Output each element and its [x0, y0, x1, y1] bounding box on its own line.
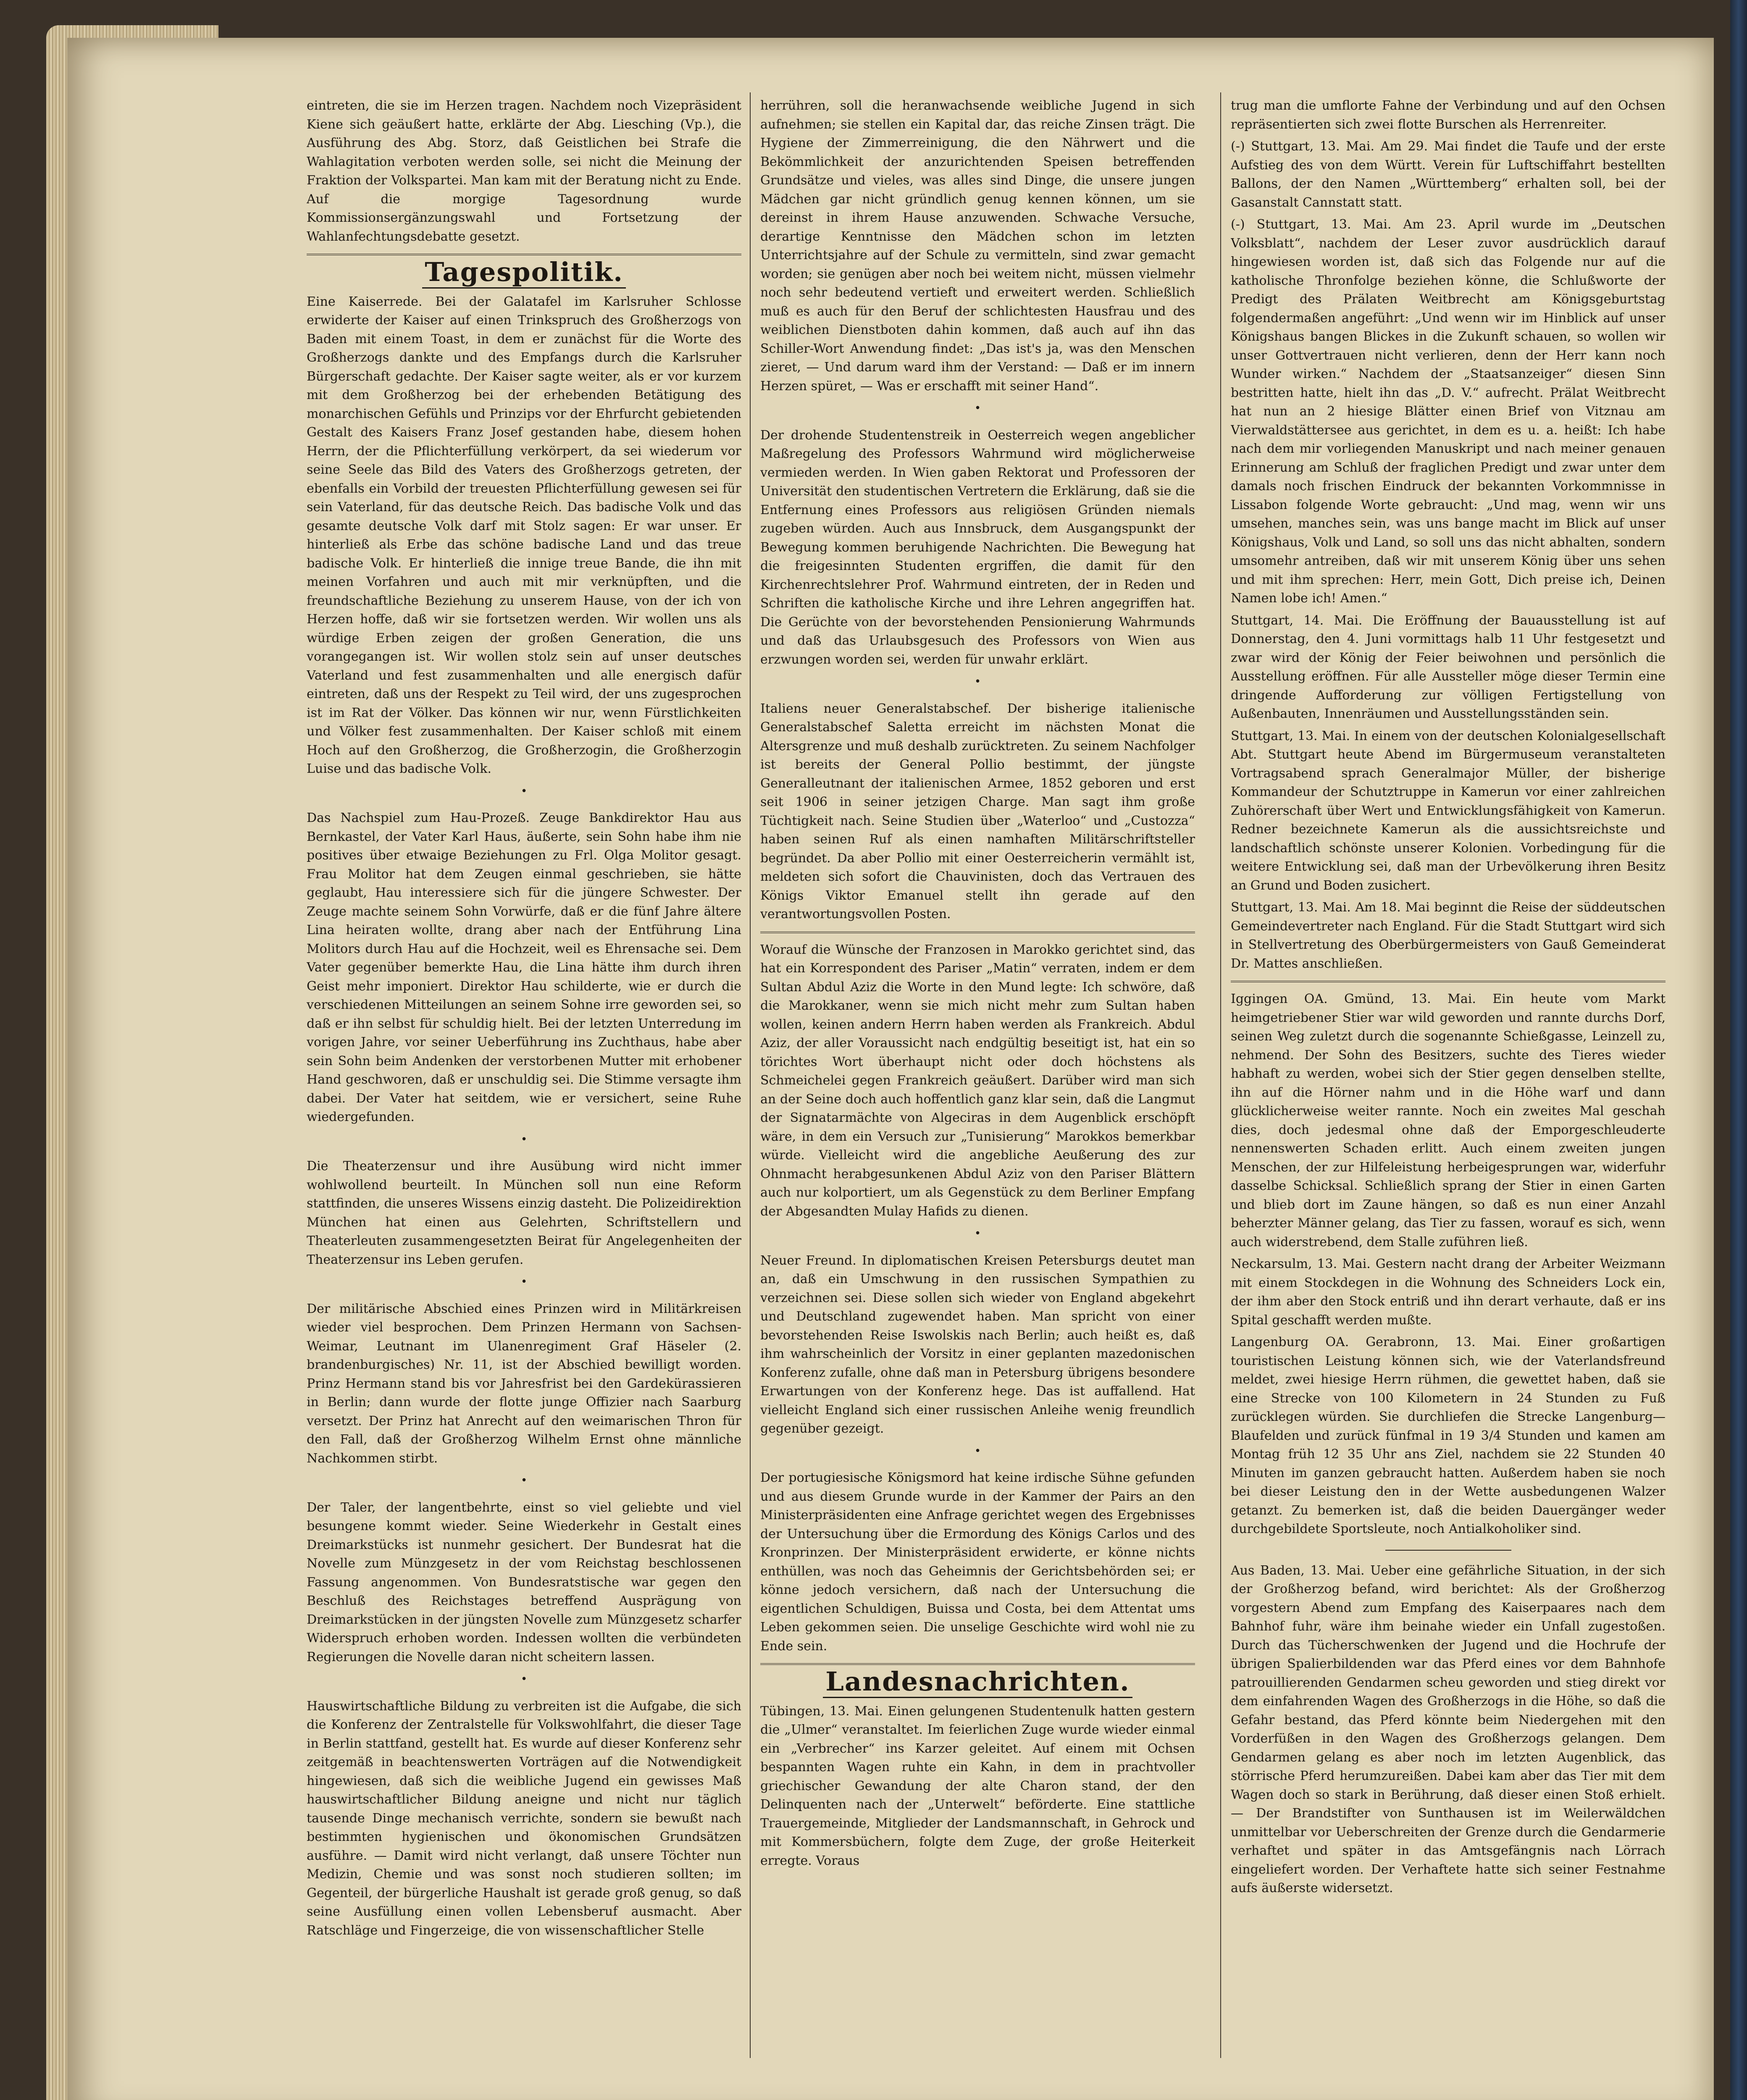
section-rule: [760, 1663, 1195, 1665]
article: Stuttgart, 14. Mai. Die Eröffnung der Bauausstellung ist auf Donnerstag, den 4. Juni vormittags halb 11 Uhr festgesetzt und zwar wird der König der Feier beiwohnen und persönlich die Ausstellung eröffnen. Für alle Aussteller möge dieser Termin eine dringende Aufforderung zur völligen Fertigstellung von Außenbauten, Innenräumen und Ausstellungsständen sein.: [1231, 613, 1666, 721]
article: Neckarsulm, 13. Mai. Gestern nacht drang der Arbeiter Weizmann mit einem Stockdegen in die Wohnung des Schneiders Lock ein, der ihm aber den Stock entriß und ihn derart verhaute, daß er ins Spital geschafft werden mußte.: [1231, 1257, 1666, 1328]
article: Worauf die Wünsche der Franzosen in Marokko gerichtet sind, das hat ein Korrespondent des Pariser „Matin“ verraten, indem er dem Sultan Abdul Aziz die Worte in den Mund legte: Ich schwöre, daß die Marokkaner, wenn sie mich nicht mehr zum Sultan haben wollen, keinen andern Herrn haben werden als Frankreich. Abdul Aziz, der aller Voraussicht nach endgültig beseitigt ist, hat ein so törichtes Wort überhaupt nicht oder doch höchstens als Schmeichelei gegen Frankreich geäußert. Darüber wird man sich an der Seine doch auch hoffentlich ganz klar sein, daß die Langmut der Signatarmächte von Algeciras in dem Augenblick erschöpft wäre, in dem ein Versuch zur „Tunisierung“ Marokkos bemerkbar würde. Vielleicht wird die angebliche Aeußerung des zur Ohnmacht herabgesunkenen Abdul Aziz von den Pariser Blättern auch nur kolportiert, um als Gegenstück zu dem Berliner Empfang der Abgesandten Mulay Hafids zu dienen.: [760, 942, 1195, 1219]
article: Stuttgart, 13. Mai. In einem von der deutschen Kolonialgesellschaft Abt. Stuttgart heute Abend im Bürgermuseum veranstalteten Vortragsabend sprach Generalmajor Müller, der bisherige Kommandeur der Schutztruppe in Kamerun vor einer zahlreichen Zuhörerschaft über Wert und Entwicklungsfähigkeit von Kamerun. Redner bezeichnete Kamerun als die aussichtsreichste und landschaftlich schönste unserer Kolonien. Vorbedingung für die weitere Entwicklung sei, daß man der Urbevölkerung ihren Besitz an Grund und Boden zusichert.: [1231, 728, 1666, 893]
article: Eine Kaiserrede. Bei der Galatafel im Karlsruher Schlosse erwiderte der Kaiser auf einen Trinkspruch des Großherzogs von Baden mit einem Toast, in dem er zunächst für die Worte des Großherzogs dankte und des Empfangs durch die Karlsruher Bürgerschaft gedachte. Der Kaiser sagte weiter, als er vor kurzem mit dem Großherzog bei der erhebenden Betätigung des monarchischen Gefühls und Prinzips vor der Ehrfurcht gebietenden Gestalt des Kaisers Franz Josef gestanden habe, diesem hohen Herrn, der die Pflichterfüllung verkörpert, da sei wiederum vor seine Seele das Bild des Vaters des Großherzogs getreten, der ebenfalls ein Vorbild der treuesten Pflichterfüllung gewesen sei für sein Vaterland, für das deutsche Reich. Das badische Volk und das gesamte deutsche Volk darf mit Stolz sagen: Er war unser. Er hinterließ als Erbe das schöne badische Land und das treue badische Volk. Er hinterließ die innige treue Bande, die ihn mit meinen Vorfahren und auch mit mir verknüpften, und die freundschaftliche Beziehung zu unserem Hause, von der ich von Herzen hoffe, daß wir sie fortsetzen werden. Wir wollen uns als würdige Erben zeigen der großen Generation, die uns vorangegangen ist. Wir wollen stolz sein auf unser deutsches Vaterland und fest zusammenhalten und alle energisch dafür eintreten, daß uns der Respekt zu Teil wird, der uns zugesprochen ist im Rat der Völker. Das können wir nur, wenn Fürstlichkeiten und Völker fest zusammenhalten. Der Kaiser schloß mit einem Hoch auf den Großherzog, die Großherzogin, die Großherzogin Luise und das badische Volk.: [307, 294, 741, 776]
separator-dot: •: [974, 402, 981, 415]
separator-dot: •: [520, 785, 528, 798]
section-rule: [307, 254, 741, 255]
column-rule: [1220, 92, 1221, 2058]
article: Tübingen, 13. Mai. Einen gelungenen Studentenulk hatten gestern die „Ulmer“ veranstaltet. Im feierlichen Zuge wurde wieder einmal ein „Verbrecher“ ins Karzer geleitet. Auf einem mit Ochsen bespannten Wagen ruhte ein Kahn, in dem in prachtvoller griechischer Gewandung der alte Charon stand, der den Delinquenten nach der „Unterwelt“ beförderte. Eine stattliche Trauergemeinde, Mitglieder der Landsmannschaft, in Gehrock und mit Kommersbüchern, folgte dem Zuge, der große Heiterkeit erregte. Voraus: [760, 1704, 1195, 1868]
article: Iggingen OA. Gmünd, 13. Mai. Ein heute vom Markt heimgetriebener Stier war wild geworden und rannte durchs Dorf, seinen Weg zuletzt durch die sogenannte Schießgasse, Leinzell zu, nehmend. Der Sohn des Besitzers, suchte des Tieres wieder habhaft zu werden, wobei sich der Stier gegen denselben stellte, ihn auf die Hörner nahm und in die Höhe warf und dann glücklicherweise weiter rannte. Noch ein zweites Mal geschah dies, doch jedesmal ohne daß der Emporgeschleuderte nennenswerten Schaden erlitt. Auch einem zweiten jungen Menschen, der zur Hilfeleistung herbeigesprungen war, widerfuhr dasselbe Schicksal. Schließlich sprang der Stier in einen Garten und blieb dort im Zaune hängen, so daß es nun einer Anzahl beherzter Männer gelang, das Tier zu fassen, worauf es sich, wenn auch widerstrebend, dem Stalle zuführen ließ.: [1231, 992, 1666, 1250]
article: Der portugiesische Königsmord hat keine irdische Sühne gefunden und aus diesem Grunde wurde in der Kammer der Pairs an den Ministerpräsidenten eine Anfrage gerichtet wegen des Ergebnisses der Untersuchung über die Ermordung des Königs Carlos und des Kronprinzen. Der Ministerpräsident erwiderte, er könne nichts enthüllen, was noch das Geheimnis der Gerichtsbehörden sei; er könne jedoch versichern, daß nach der Untersuchung die eigentlichen Schuldigen, Buissa und Costa, bei dem Attentat ums Leben gekommen seien. Die unselige Geschichte wird wohl nie zu Ende sein.: [760, 1470, 1195, 1654]
column-2: [760, 97, 1195, 2087]
separator-dot: •: [974, 1444, 981, 1457]
article: Langenburg OA. Gerabronn, 13. Mai. Einer großartigen touristischen Leistung können sich, wie der Vaterlandsfreund meldet, zwei hiesige Herrn rühmen, die gewettet haben, daß sie eine Strecke von 100 Kilometern in 24 Stunden zu Fuß zurücklegen würden. Sie durchliefen die Strecke Langenburg—Blaufelden und zurück fünfmal in 19 3/4 Stunden und kamen am Montag früh 12 35 Uhr ans Ziel, nachdem sie 22 Stunden 40 Minuten im ganzen gebraucht hatten. Außerdem haben sie noch bei dieser Leistung den in der Wette ausbedungenen Walzer getanzt. Zu bemerken ist, daß die beiden Dauergänger weder durchgebildete Sportsleute, noch Antialkoholiker sind.: [1231, 1335, 1666, 1536]
article: Das Nachspiel zum Hau-Prozeß. Zeuge Bankdirektor Hau aus Bernkastel, der Vater Karl Haus, äußerte, sein Sohn habe ihm nie positives über etwaige Beziehungen zu Frl. Olga Molitor gesagt. Frau Molitor hat dem Zeugen einmal geschrieben, sie hätte geglaubt, Hau interessiere sich für die jüngere Schwester. Der Zeuge machte seinem Sohn Vorwürfe, daß er die fünf Jahre ältere Lina heiraten wollte, drang aber nach der Entführung Lina Molitors durch Hau auf die Hochzeit, weil es Ehrensache sei. Dem Vater gegenüber bemerkte Hau, die Lina hätte ihm durch ihren Geist mehr imponiert. Direktor Hau schilderte, wie er durch die verschiedenen Mitteilungen an seinem Sohne irre geworden sei, so daß er ihn selbst für schuldig hielt. Bei der letzten Unterredung im vorigen Jahre, vor seiner Ueberführung ins Zuchthaus, habe aber sein Sohn beim Andenken der verstorbenen Mutter mit erhobener Hand geschworen, daß er unschuldig sei. Die Stimme versagte ihm dabei. Der Vater hat seitdem, wie er versichert, seine Ruhe wiedergefunden.: [307, 811, 741, 1124]
article: Der militärische Abschied eines Prinzen wird in Militärkreisen wieder viel besprochen. Dem Prinzen Hermann von Sachsen-Weimar, Leutnant im Ulanenregiment Graf Häseler (2. brandenburgisches) Nr. 11, ist der Abschied bewilligt worden. Prinz Hermann stand bis vor Jahresfrist bei den Gardekürassieren in Berlin; dann wurde der flotte junge Offizier nach Saarburg versetzt. Der Prinz hat Anrecht auf den weimarischen Thron für den Fall, daß der Großherzog Wilhelm Ernst ohne männliche Nachkommen stirbt.: [307, 1301, 741, 1466]
article: (-) Stuttgart, 13. Mai. Am 29. Mai findet die Taufe und der erste Aufstieg des von dem Württ. Verein für Luftschiffahrt bestellten Ballons, der den Namen „Württemberg“ erhalten soll, bei der Gasanstalt Cannstatt statt.: [1231, 139, 1666, 210]
separator-dot: •: [520, 1474, 528, 1487]
separator-dot: •: [520, 1133, 528, 1146]
section-heading-text: Landesnachrichten.: [823, 1666, 1132, 1698]
article: Stuttgart, 13. Mai. Am 18. Mai beginnt die Reise der süddeutschen Gemeindevertreter nach England. Für die Stadt Stuttgart wird sich in Stellvertretung des Oberbürgermeisters von Gauß Gemeinderat Dr. Mattes anschließen.: [1231, 900, 1666, 971]
section-rule: [1231, 981, 1666, 982]
article: Neuer Freund. In diplomatischen Kreisen Petersburgs deutet man an, daß ein Umschwung in den russischen Sympathien zu verzeichnen sei. Diese sollen sich wieder von England abgekehrt und Deutschland zugewendet haben. Man spricht von einer bevorstehenden Reise Iswolskis nach Berlin; auch heißt es, daß ihm wahrscheinlich der Vorsitz in einer geplanten mazedonischen Konferenz zufalle, ohne daß man in Petersburg übrigens besondere Erwartungen von der Konferenz hege. Das ist auffallend. Hat vielleicht England sich einer russischen Anleihe wenig freundlich gegenüber gezeigt.: [760, 1253, 1195, 1436]
column-1: [307, 97, 741, 2087]
binding-strip: [1730, 0, 1747, 2100]
section-heading: [760, 1666, 1195, 1697]
article: Aus Baden, 13. Mai. Ueber eine gefährliche Situation, in der sich der Großherzog befand, wird berichtet: Als der Großherzog vorgestern Abend zum Empfang des Kaiserpaares nach dem Bahnhof fuhr, wäre ihm beinahe wieder ein Unfall zugestoßen. Durch das Tücherschwenken der Jugend und die Hochrufe der übrigen Spalierbildenden war das Pferd eines vor dem Bahnhofe patrouillierenden Gendarmen scheu geworden und stieg direkt vor dem einfahrenden Wagen des Großherzogs in die Höhe, so daß die Gefahr bestand, das Pferd könnte beim Niedergehen mit den Vorderfüßen in den Wagen des Großherzogs gelangen. Dem Gendarmen gelang es aber noch im letzten Augenblick, das störrische Pferd herumzureißen. Dabei kam aber das Tier mit dem Wagen doch so stark in Berührung, daß dieser einen Stoß erhielt. — Der Brandstifter von Sunthausen ist im Weilerwäldchen unmittelbar vor Ueberschreiten der Grenze durch die Gendarmerie verhaftet und später in das Amtsgefängnis nach Lörrach eingeliefert worden. Der Verhaftete hatte sich seiner Festnahme aufs äußerste widersetzt.: [1231, 1563, 1666, 1895]
article: (-) Stuttgart, 13. Mai. Am 23. April wurde im „Deutschen Volksblatt“, nachdem der Leser zuvor ausdrücklich darauf hingewiesen worden ist, daß sich das Folgende nur auf die katholische Thronfolge beziehen könne, die Schlußworte der Predigt des Prälaten Weitbrecht am Königsgeburtstag folgendermaßen angeführt: „Und wenn wir im Hinblick auf unser Königshaus bangen Blickes in die Zukunft schauen, so wollen wir unser Gottvertrauen nicht verlieren, denn der Herr kann noch Wunder wirken.“ Nachdem der „Staatsanzeiger“ diesen Sinn bestritten hatte, hielt ihn das „D. V.“ aufrecht. Prälat Weitbrecht hat nun an 2 hiesige Blätter einen Brief von Vitznau am Vierwaldstättersee aus gerichtet, in dem es u. a. heißt: Ich habe nach dem mir vorliegenden Manuskript und nach meiner genauen Erinnerung am Schluß der fraglichen Predigt und zwar unter dem damals noch frischen Eindruck der bekannten Vorkommnisse in Lissabon folgende Worte gebraucht: „Und mag, wenn wir uns umsehen, manches sein, was uns bange macht im Blick auf unser Königshaus, Volk und Land, so soll uns das nicht abhalten, sondern umsomehr antreiben, daß wir mit unserem König über uns sehen und mit ihm sprechen: Herr, mein Gott, Dich preise ich, Deinen Namen lobe ich! Amen.“: [1231, 217, 1666, 606]
column-3: [1231, 97, 1666, 2087]
article: Der drohende Studentenstreik in Oesterreich wegen angeblicher Maßregelung des Professors Wahrmund wird möglicherweise vermieden werden. In Wien gaben Rektorat und Professoren der Universität den studentischen Vertretern die Erklärung, daß sie die Entfernung eines Professors aus religiösen Gründen niemals zugeben würden. Auch aus Innsbruck, dem Ausgangspunkt der Bewegung kommen beruhigende Nachrichten. Die Bewegung hat die freigesinnten Studenten ergriffen, die damit für den Kirchenrechtslehrer Prof. Wahrmund eintreten, der in Reden und Schriften die katholische Kirche und ihre Lehren angegriffen hat. Die Gerüchte von der bevorstehenden Pensionierung Wahrmunds und daß das Urlaubsgesuch des Professors von Wien aus erzwungen worden sei, werden für unwahr erklärt.: [760, 428, 1195, 667]
separator-dot: •: [520, 1276, 528, 1288]
article: Italiens neuer Generalstabschef. Der bisherige italienische Generalstabschef Saletta erreicht im nächsten Monat die Altersgrenze und muß deshalb zurücktreten. Zu seinem Nachfolger ist bereits der General Pollio bestimmt, der jüngste Generalleutnant der italienischen Armee, 1852 geboren und erst seit 1906 in seiner jetzigen Charge. Man sagt ihm große Tüchtigkeit nach. Seine Studien über „Waterloo“ und „Custozza“ haben seinen Ruf als einen namhaften Militärschriftsteller begründet. Da aber Pollio mit einer Oesterreicherin vermählt ist, meldeten sich sofort die Chauvinisten, doch das Vertrauen des Königs Viktor Emanuel stellt ihn gerade auf den verantwortungsvollen Posten.: [760, 701, 1195, 921]
section-rule: [760, 932, 1195, 933]
separator-dot: •: [974, 675, 981, 688]
separator-dot: •: [974, 1227, 981, 1240]
article: Die Theaterzensur und ihre Ausübung wird nicht immer wohlwollend beurteilt. In München soll nun eine Reform stattfinden, die unseres Wissens einzig dasteht. Die Polizeidirektion München hat einen aus Gelehrten, Schriftstellern und Theaterleuten zusammengesetzten Beirat für Angelegenheiten der Theaterzensur ins Leben gerufen.: [307, 1159, 741, 1267]
section-heading-text: Tagespolitik.: [422, 257, 626, 289]
article-continuation: trug man die umflorte Fahne der Verbindung und auf den Ochsen repräsentierten sich zwei flotte Burschen als Herrenreiter.: [1231, 98, 1666, 132]
article: Hauswirtschaftliche Bildung zu verbreiten ist die Aufgabe, die sich die Konferenz der Zentralstelle für Volkswohlfahrt, die dieser Tage in Berlin stattfand, gestellt hat. Es wurde auf dieser Konferenz sehr zeitgemäß in beachtenswerten Vorträgen auf die Notwendigkeit hingewiesen, daß sich die weibliche Jugend ein gewisses Maß hauswirtschaftlicher Bildung aneigne und nicht nur täglich tausende Dinge mechanisch verrichte, sondern sie bewußt nach bestimmten hygienischen und ökonomischen Grundsätzen ausführe. — Damit wird nicht verlangt, daß unsere Töchter nun Medizin, Chemie und was sonst noch studieren sollten; im Gegenteil, der bürgerliche Haushalt ist gerade groß genug, so daß seine Ausfüllung einen vollen Lebensberuf ausmacht. Aber Ratschläge und Fingerzeige, die von wissenschaftlicher Stelle: [307, 1698, 741, 1938]
short-rule: [1385, 1550, 1511, 1551]
article: Der Taler, der langentbehrte, einst so viel geliebte und viel besungene kommt wieder. Seine Wiederkehr in Gestalt eines Dreimarkstücks ist nunmehr gesichert. Der Bundesrat hat die Novelle zum Münzgesetz in der vom Reichstag beschlossenen Fassung angenommen. Von Bundesratstische war gegen den Beschluß des Reichstages betreffend Ausprägung von Dreimarkstücken in der jüngsten Novelle zum Münzgesetz scharfer Widerspruch erhoben worden. Indessen wollten die verbündeten Regierungen die Novelle daran nicht scheitern lassen.: [307, 1500, 741, 1664]
section-heading: [307, 257, 741, 287]
column-rule: [750, 92, 751, 2058]
article-continuation: herrühren, soll die heranwachsende weibliche Jugend in sich aufnehmen; sie stellen ein Kapital dar, das reiche Zinsen trägt. Die Hygiene der Zimmerreinigung, die den Nährwert und die Bekömmlichkeit der anzurichtenden Speisen betreffenden Grundsätze und vieles, was alles sind Dinge, die unsere jungen Mädchen gar nicht gründlich genug kennen können, um sie dereinst in ihrem Hause anzuwenden. Schwache Versuche, derartige Kenntnisse den Mädchen schon im letzten Unterrichtsjahre auf der Schule zu vermitteln, sind zwar gemacht worden; sie genügen aber noch bei weitem nicht, müssen vielmehr noch sehr bedeutend vertieft und erweitert werden. Schließlich muß es auch für den Beruf der schlichtesten Hausfrau und des weiblichen Dienstboten dahin kommen, daß auch auf ihn das Schiller-Wort Anwendung findet: „Das ist's ja, was den Menschen zieret, — Und darum ward ihm der Verstand: — Daß er im innern Herzen spüret, — Was er erschafft mit seiner Hand“.: [760, 98, 1195, 394]
separator-dot: •: [520, 1673, 528, 1685]
article-continuation: eintreten, die sie im Herzen tragen. Nachdem noch Vizepräsident Kiene sich geäußert hatte, erklärte der Abg. Liesching (Vp.), die Ausführung des Abg. Storz, daß Geistlichen bei Strafe die Wahlagitation verboten werden solle, sei nicht die Meinung der Fraktion der Volkspartei. Man kam mit der Beratung nicht zu Ende. Auf die morgige Tagesordnung wurde Kommissionsergänzungswahl und Fortsetzung der Wahlanfechtungsdebatte gesetzt.: [307, 98, 741, 244]
